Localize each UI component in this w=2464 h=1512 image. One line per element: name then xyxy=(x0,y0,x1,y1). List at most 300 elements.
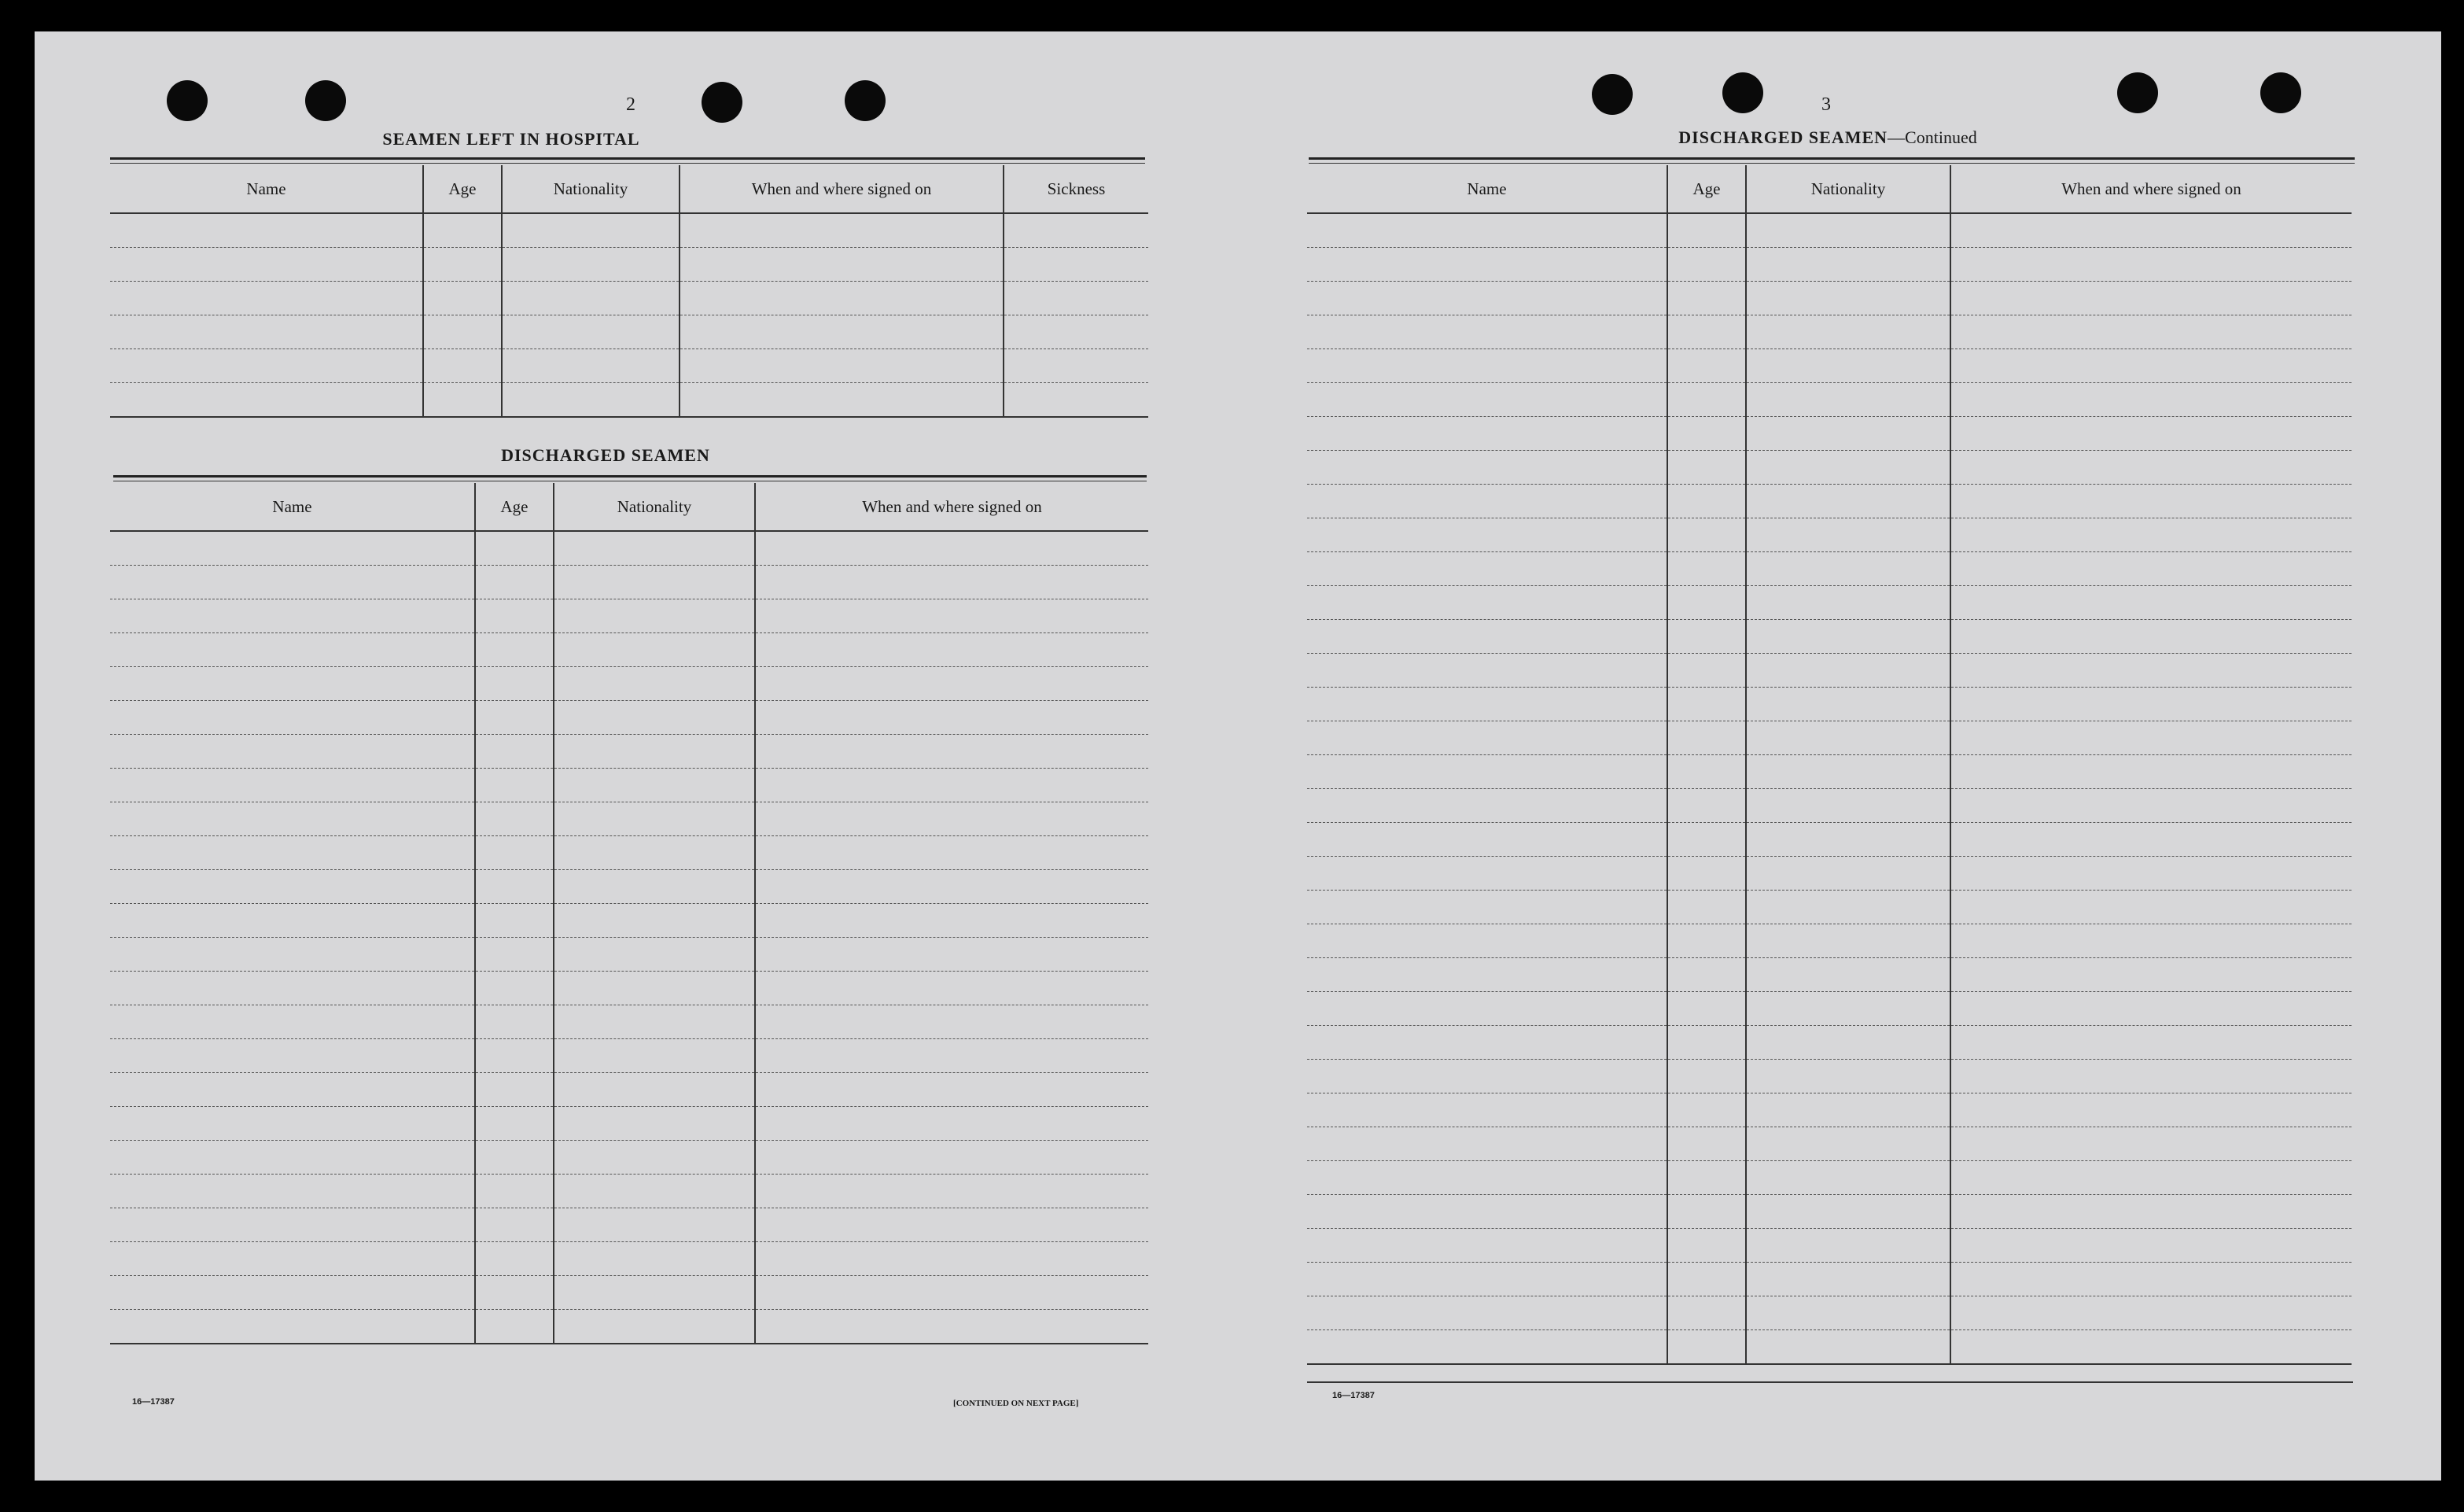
table-cell xyxy=(475,1175,554,1208)
column-header-age: Age xyxy=(475,483,554,531)
table-cell xyxy=(554,1107,755,1141)
table-cell xyxy=(110,383,423,418)
table-cell xyxy=(1746,1330,1950,1365)
table-row xyxy=(1307,518,2352,552)
table-cell xyxy=(1950,1229,2352,1263)
table-row xyxy=(1307,552,2352,586)
table-cell xyxy=(1307,315,1667,349)
table-row xyxy=(110,870,1148,904)
table-cell xyxy=(1950,248,2352,282)
hospital-header-rule xyxy=(110,157,1145,160)
table-cell xyxy=(1950,1093,2352,1127)
table-cell xyxy=(755,802,1148,836)
form-number-left: 16—17387 xyxy=(132,1397,175,1407)
table-cell xyxy=(475,870,554,904)
punch-hole xyxy=(1722,72,1763,113)
table-cell xyxy=(1307,1263,1667,1296)
table-cell xyxy=(110,1276,475,1310)
table-header-row xyxy=(110,165,1148,213)
table-cell xyxy=(1950,688,2352,721)
table-cell xyxy=(554,566,755,599)
table-cell xyxy=(1667,992,1746,1026)
table-cell xyxy=(554,1242,755,1276)
table-cell xyxy=(1307,248,1667,282)
table-cell xyxy=(110,599,475,633)
table-row xyxy=(110,383,1148,418)
right-header-rule xyxy=(1309,157,2355,160)
table-cell xyxy=(1667,1330,1746,1365)
table-header-row xyxy=(1307,165,2352,213)
table-cell xyxy=(475,972,554,1005)
table-row xyxy=(1307,417,2352,451)
table-row xyxy=(110,213,1148,248)
table-cell xyxy=(755,1005,1148,1039)
table-cell xyxy=(1746,992,1950,1026)
table-cell xyxy=(1950,383,2352,417)
table-cell xyxy=(554,599,755,633)
table-cell xyxy=(1746,552,1950,586)
table-cell xyxy=(554,1141,755,1175)
discharged-table-body xyxy=(110,531,1148,1344)
table-cell xyxy=(1307,958,1667,992)
table-row xyxy=(1307,248,2352,282)
table-cell xyxy=(554,904,755,938)
table-cell xyxy=(1004,248,1148,282)
table-cell xyxy=(110,972,475,1005)
punch-hole xyxy=(2260,72,2301,113)
table-cell xyxy=(755,1073,1148,1107)
hospital-section-title: SEAMEN LEFT IN HOSPITAL xyxy=(382,129,640,149)
column-header-signed-on: When and where signed on xyxy=(680,165,1004,213)
table-cell xyxy=(110,531,475,566)
table-cell xyxy=(475,1276,554,1310)
table-cell xyxy=(1307,823,1667,857)
table-cell xyxy=(554,633,755,667)
table-cell xyxy=(475,836,554,870)
table-row xyxy=(110,1208,1148,1242)
table-cell xyxy=(1746,451,1950,485)
table-cell xyxy=(755,1107,1148,1141)
table-row xyxy=(110,972,1148,1005)
table-cell xyxy=(1746,891,1950,924)
table-cell xyxy=(1667,1127,1746,1161)
table-cell xyxy=(110,1175,475,1208)
table-row xyxy=(110,701,1148,735)
table-cell xyxy=(423,315,502,349)
table-cell xyxy=(475,633,554,667)
punch-hole xyxy=(305,80,346,121)
table-cell xyxy=(1307,586,1667,620)
table-cell xyxy=(1307,789,1667,823)
table-row xyxy=(110,633,1148,667)
table-row xyxy=(1307,924,2352,958)
table-row xyxy=(110,531,1148,566)
table-cell xyxy=(1667,213,1746,248)
table-cell xyxy=(502,349,680,383)
table-cell xyxy=(1746,654,1950,688)
table-cell xyxy=(554,972,755,1005)
table-cell xyxy=(1746,823,1950,857)
table-row xyxy=(110,1175,1148,1208)
table-cell xyxy=(1746,1161,1950,1195)
table-cell xyxy=(110,870,475,904)
table-row xyxy=(110,1073,1148,1107)
table-cell xyxy=(1950,992,2352,1026)
table-cell xyxy=(1667,485,1746,518)
table-cell xyxy=(1667,1263,1746,1296)
table-cell xyxy=(554,1208,755,1242)
table-row xyxy=(110,1242,1148,1276)
table-cell xyxy=(1746,315,1950,349)
column-header-nationality: Nationality xyxy=(502,165,680,213)
column-header-nationality: Nationality xyxy=(554,483,755,531)
table-cell xyxy=(475,566,554,599)
table-cell xyxy=(680,248,1004,282)
table-cell xyxy=(755,1175,1148,1208)
table-cell xyxy=(110,213,423,248)
table-cell xyxy=(1950,586,2352,620)
table-row xyxy=(1307,1161,2352,1195)
table-cell xyxy=(1307,1229,1667,1263)
table-cell xyxy=(1746,857,1950,891)
table-cell xyxy=(475,1073,554,1107)
table-cell xyxy=(1667,1195,1746,1229)
table-cell xyxy=(1950,857,2352,891)
table-cell xyxy=(1307,417,1667,451)
table-cell xyxy=(554,1005,755,1039)
table-cell xyxy=(423,282,502,315)
column-header-nationality: Nationality xyxy=(1746,165,1950,213)
table-cell xyxy=(1307,1127,1667,1161)
table-cell xyxy=(1667,282,1746,315)
table-cell xyxy=(1746,417,1950,451)
table-cell xyxy=(110,802,475,836)
table-cell xyxy=(1746,1296,1950,1330)
table-cell xyxy=(755,904,1148,938)
table-cell xyxy=(475,735,554,769)
table-row xyxy=(110,1310,1148,1344)
table-cell xyxy=(423,248,502,282)
table-cell xyxy=(1950,1060,2352,1093)
table-cell xyxy=(1307,282,1667,315)
table-cell xyxy=(1307,1026,1667,1060)
table-row xyxy=(110,1276,1148,1310)
table-row xyxy=(110,836,1148,870)
table-row xyxy=(110,904,1148,938)
table-row xyxy=(1307,688,2352,721)
table-cell xyxy=(475,938,554,972)
table-cell xyxy=(680,349,1004,383)
document-sheet xyxy=(35,31,2441,1481)
table-cell xyxy=(110,735,475,769)
table-cell xyxy=(1004,349,1148,383)
table-cell xyxy=(1307,1296,1667,1330)
table-cell xyxy=(110,701,475,735)
table-cell xyxy=(1307,518,1667,552)
table-cell xyxy=(1950,552,2352,586)
table-cell xyxy=(110,667,475,701)
table-cell xyxy=(1746,213,1950,248)
table-cell xyxy=(1667,1229,1746,1263)
table-row xyxy=(1307,586,2352,620)
form-number-right: 16—17387 xyxy=(1332,1391,1375,1400)
table-row xyxy=(110,667,1148,701)
table-cell xyxy=(1307,552,1667,586)
table-cell xyxy=(755,1276,1148,1310)
table-cell xyxy=(755,972,1148,1005)
table-cell xyxy=(755,1039,1148,1073)
table-cell xyxy=(1950,755,2352,789)
table-row xyxy=(1307,1263,2352,1296)
table-cell xyxy=(1667,451,1746,485)
hospital-table xyxy=(110,165,1148,418)
table-cell xyxy=(755,633,1148,667)
table-cell xyxy=(1307,857,1667,891)
table-row xyxy=(110,735,1148,769)
table-cell xyxy=(1950,1296,2352,1330)
table-cell xyxy=(1667,688,1746,721)
table-cell xyxy=(1667,620,1746,654)
table-cell xyxy=(110,938,475,972)
table-cell xyxy=(110,349,423,383)
discharged-continued-table-body xyxy=(1307,213,2352,1364)
table-cell xyxy=(1667,248,1746,282)
table-cell xyxy=(1667,1161,1746,1195)
table-cell xyxy=(475,769,554,802)
table-cell xyxy=(110,1242,475,1276)
table-row xyxy=(1307,823,2352,857)
punch-hole xyxy=(1592,74,1633,115)
table-row xyxy=(1307,654,2352,688)
table-cell xyxy=(1746,1093,1950,1127)
table-cell xyxy=(755,531,1148,566)
table-row xyxy=(110,1141,1148,1175)
table-cell xyxy=(110,1141,475,1175)
table-cell xyxy=(554,701,755,735)
table-cell xyxy=(423,349,502,383)
table-cell xyxy=(475,667,554,701)
table-cell xyxy=(554,802,755,836)
table-cell xyxy=(475,1107,554,1141)
table-row xyxy=(110,802,1148,836)
table-cell xyxy=(110,836,475,870)
table-cell xyxy=(1667,891,1746,924)
table-cell xyxy=(755,836,1148,870)
table-cell xyxy=(554,735,755,769)
table-row xyxy=(1307,1195,2352,1229)
table-cell xyxy=(1307,213,1667,248)
table-cell xyxy=(1950,654,2352,688)
table-cell xyxy=(1307,688,1667,721)
table-cell xyxy=(1667,1093,1746,1127)
table-cell xyxy=(755,1141,1148,1175)
table-row xyxy=(1307,1229,2352,1263)
table-row xyxy=(110,769,1148,802)
table-cell xyxy=(1950,721,2352,755)
table-row xyxy=(1307,789,2352,823)
table-cell xyxy=(1307,755,1667,789)
discharged-continued-title xyxy=(1608,127,2048,148)
table-cell xyxy=(554,1073,755,1107)
table-cell xyxy=(680,383,1004,418)
table-cell xyxy=(1667,518,1746,552)
table-cell xyxy=(1746,485,1950,518)
table-cell xyxy=(1746,924,1950,958)
table-cell xyxy=(1950,958,2352,992)
table-cell xyxy=(110,1208,475,1242)
table-cell xyxy=(110,1005,475,1039)
table-cell xyxy=(110,566,475,599)
table-cell xyxy=(1950,1127,2352,1161)
table-cell xyxy=(1950,485,2352,518)
table-cell xyxy=(1004,383,1148,418)
table-cell xyxy=(110,1039,475,1073)
table-cell xyxy=(1307,891,1667,924)
table-cell xyxy=(475,1242,554,1276)
table-cell xyxy=(755,667,1148,701)
table-cell xyxy=(755,1310,1148,1344)
table-cell xyxy=(475,531,554,566)
table-cell xyxy=(1746,586,1950,620)
table-cell xyxy=(475,1310,554,1344)
table-cell xyxy=(475,701,554,735)
table-cell xyxy=(475,1005,554,1039)
table-cell xyxy=(1667,721,1746,755)
table-row xyxy=(110,248,1148,282)
table-row xyxy=(1307,992,2352,1026)
table-cell xyxy=(554,938,755,972)
table-row xyxy=(1307,1026,2352,1060)
table-cell xyxy=(110,1310,475,1344)
table-cell xyxy=(1746,721,1950,755)
column-header-sickness: Sickness xyxy=(1004,165,1148,213)
table-cell xyxy=(502,248,680,282)
table-cell xyxy=(1746,383,1950,417)
table-cell xyxy=(1307,992,1667,1026)
table-cell xyxy=(1307,924,1667,958)
table-cell xyxy=(1950,1263,2352,1296)
table-cell xyxy=(1307,654,1667,688)
punch-hole xyxy=(702,82,742,123)
table-cell xyxy=(554,1310,755,1344)
column-header-signed-on: When and where signed on xyxy=(1950,165,2352,213)
table-cell xyxy=(475,1039,554,1073)
table-cell xyxy=(1950,282,2352,315)
table-cell xyxy=(554,836,755,870)
table-row xyxy=(1307,315,2352,349)
table-cell xyxy=(1004,213,1148,248)
table-cell xyxy=(1950,823,2352,857)
table-row xyxy=(1307,1127,2352,1161)
table-row xyxy=(1307,282,2352,315)
table-cell xyxy=(1950,451,2352,485)
discharged-section-title: DISCHARGED SEAMEN xyxy=(501,445,710,465)
table-cell xyxy=(1950,1195,2352,1229)
table-row xyxy=(110,938,1148,972)
table-row xyxy=(110,599,1148,633)
table-cell xyxy=(110,1107,475,1141)
table-cell xyxy=(1950,1330,2352,1365)
table-cell xyxy=(110,633,475,667)
table-row xyxy=(1307,1060,2352,1093)
table-cell xyxy=(110,248,423,282)
table-cell xyxy=(1667,789,1746,823)
table-cell xyxy=(1667,958,1746,992)
table-cell xyxy=(755,938,1148,972)
table-cell xyxy=(1004,282,1148,315)
table-cell xyxy=(1307,485,1667,518)
table-cell xyxy=(1667,586,1746,620)
table-cell xyxy=(1307,1330,1667,1365)
table-cell xyxy=(554,1039,755,1073)
table-cell xyxy=(755,870,1148,904)
table-cell xyxy=(502,383,680,418)
table-row xyxy=(1307,755,2352,789)
discharged-header-rule xyxy=(113,475,1147,478)
column-header-name: Name xyxy=(110,165,423,213)
table-cell xyxy=(1950,417,2352,451)
table-cell xyxy=(1667,349,1746,383)
table-cell xyxy=(1307,721,1667,755)
table-cell xyxy=(1950,789,2352,823)
table-cell xyxy=(475,904,554,938)
table-cell xyxy=(755,566,1148,599)
table-cell xyxy=(1746,1195,1950,1229)
table-cell xyxy=(1950,1026,2352,1060)
table-cell xyxy=(554,531,755,566)
table-row xyxy=(110,566,1148,599)
table-cell xyxy=(1307,620,1667,654)
table-cell xyxy=(755,599,1148,633)
punch-hole xyxy=(167,80,208,121)
table-cell xyxy=(1307,451,1667,485)
punch-hole xyxy=(2117,72,2158,113)
table-cell xyxy=(554,1276,755,1310)
table-cell xyxy=(423,213,502,248)
table-cell xyxy=(1667,654,1746,688)
table-cell xyxy=(475,599,554,633)
table-cell xyxy=(554,870,755,904)
table-header-row xyxy=(110,483,1148,531)
table-cell xyxy=(1307,1093,1667,1127)
page-number-right: 3 xyxy=(1821,94,1831,115)
table-cell xyxy=(1746,349,1950,383)
table-row xyxy=(110,1107,1148,1141)
table-cell xyxy=(1950,349,2352,383)
page-number-left: 2 xyxy=(626,94,635,115)
table-cell xyxy=(554,769,755,802)
table-cell xyxy=(755,701,1148,735)
table-cell xyxy=(502,213,680,248)
title-main: DISCHARGED SEAMEN xyxy=(1678,127,1888,147)
table-cell xyxy=(1667,417,1746,451)
table-row xyxy=(1307,1093,2352,1127)
table-cell xyxy=(1667,1060,1746,1093)
table-row xyxy=(1307,1330,2352,1365)
table-cell xyxy=(554,667,755,701)
table-row xyxy=(1307,383,2352,417)
table-cell xyxy=(475,802,554,836)
column-header-name: Name xyxy=(1307,165,1667,213)
table-cell xyxy=(1746,1026,1950,1060)
table-cell xyxy=(1307,1195,1667,1229)
table-cell xyxy=(1307,1060,1667,1093)
continued-note: [CONTINUED ON NEXT PAGE] xyxy=(953,1399,1079,1408)
table-cell xyxy=(475,1208,554,1242)
table-cell xyxy=(1746,1127,1950,1161)
table-cell xyxy=(1746,620,1950,654)
table-row xyxy=(1307,958,2352,992)
